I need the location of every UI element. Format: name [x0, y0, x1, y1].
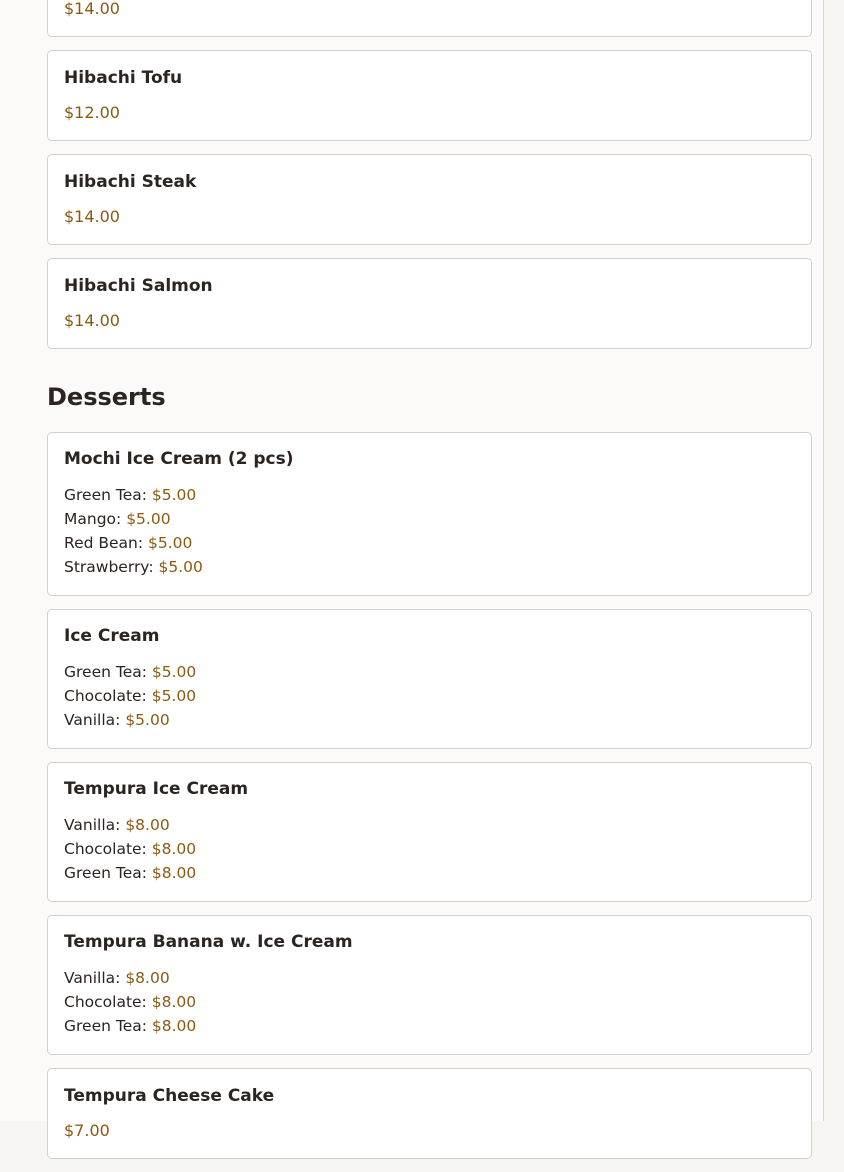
option-line: [64, 966, 795, 990]
option-price: $5.00: [151, 486, 197, 504]
item-name: Tempura Cheese Cake: [64, 1086, 275, 1106]
option-label: Green Tea:: [64, 663, 147, 681]
item-name: Mochi Ice Cream (2 pcs): [64, 449, 294, 469]
option-label: Chocolate:: [64, 687, 147, 705]
option-label: Vanilla:: [64, 816, 121, 834]
option-line: [64, 990, 795, 1014]
option-line: [64, 813, 795, 837]
option-line: [64, 660, 795, 684]
option-label: Green Tea:: [64, 864, 147, 882]
option-label: Vanilla:: [64, 711, 121, 729]
option-label: Chocolate:: [64, 993, 147, 1011]
item-name: Ice Cream: [64, 626, 160, 646]
option-price: $8.00: [125, 969, 170, 987]
option-line: [64, 684, 795, 708]
menu-item-card: [47, 258, 812, 349]
option-price: $5.00: [148, 534, 193, 552]
option-label: Vanilla:: [64, 969, 121, 987]
option-line: [64, 531, 795, 555]
item-price: $14.00: [64, 0, 120, 18]
option-price: $5.00: [158, 558, 203, 576]
option-label: Green Tea:: [64, 1017, 147, 1035]
menu-item-card: [47, 762, 812, 902]
option-price: $8.00: [151, 1017, 197, 1035]
option-label: Chocolate:: [64, 840, 147, 858]
menu-content: [47, 0, 812, 1172]
section-title-desserts: Desserts: [47, 383, 166, 411]
option-price: $5.00: [151, 687, 197, 705]
option-price: $5.00: [125, 711, 170, 729]
option-line: [64, 708, 795, 732]
option-price: $5.00: [151, 663, 197, 681]
option-line: [64, 555, 795, 579]
menu-item-card: [47, 0, 812, 37]
option-line: [64, 861, 795, 885]
menu-item-card: [47, 609, 812, 749]
option-label: Green Tea:: [64, 486, 147, 504]
item-price: $14.00: [64, 207, 120, 226]
menu-item-card: [47, 1068, 812, 1159]
option-price: $8.00: [125, 816, 170, 834]
item-name: Hibachi Steak: [64, 172, 197, 192]
menu-item-card: [47, 915, 812, 1055]
option-line: [64, 1014, 795, 1038]
menu-item-card: [47, 154, 812, 245]
item-name: Tempura Banana w. Ice Cream: [64, 932, 353, 952]
option-line: [64, 483, 795, 507]
option-price: $8.00: [151, 864, 197, 882]
item-name: Hibachi Salmon: [64, 276, 213, 296]
option-label: Mango:: [64, 510, 122, 528]
option-label: Strawberry:: [64, 558, 154, 576]
item-price: $14.00: [64, 311, 120, 330]
option-label: Red Bean:: [64, 534, 144, 552]
item-price: $7.00: [64, 1121, 110, 1140]
option-price: $5.00: [126, 510, 171, 528]
option-price: $8.00: [151, 993, 197, 1011]
option-price: $8.00: [151, 840, 197, 858]
menu-item-card: [47, 50, 812, 141]
option-line: [64, 837, 795, 861]
option-line: [64, 507, 795, 531]
item-price: $12.00: [64, 103, 120, 122]
menu-item-card: [47, 432, 812, 596]
item-name: Hibachi Tofu: [64, 68, 183, 88]
item-name: Tempura Ice Cream: [64, 779, 249, 799]
